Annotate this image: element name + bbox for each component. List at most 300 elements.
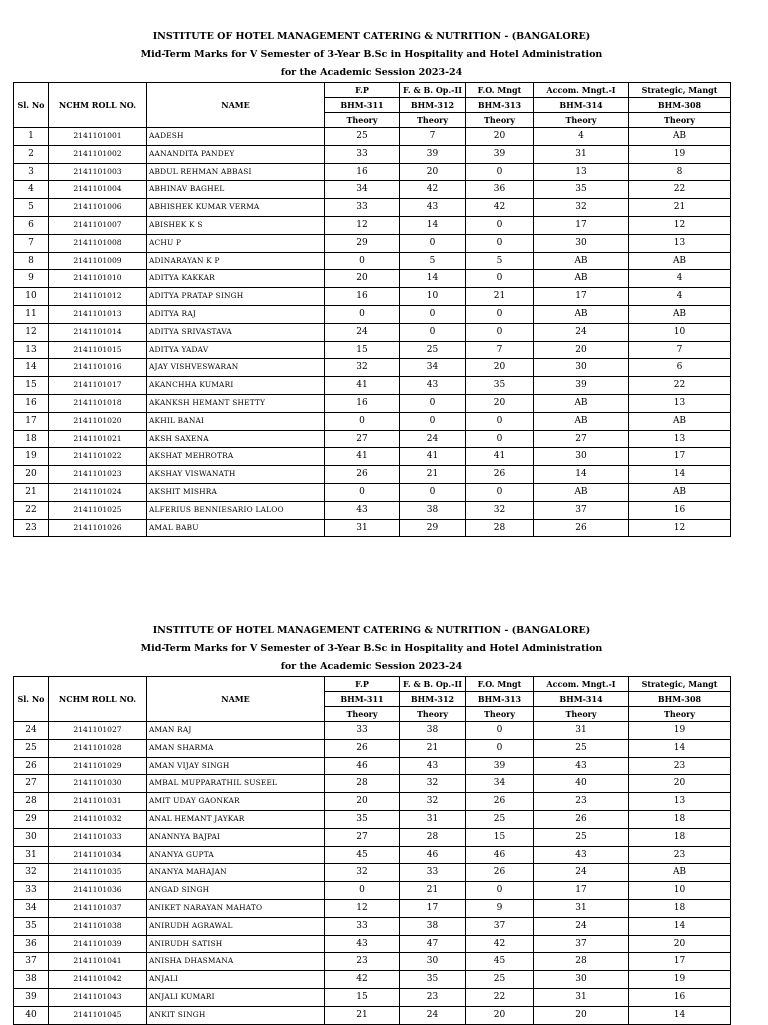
- cell-fb-op-mark: 38: [400, 722, 466, 740]
- cell-fp-mark: 12: [325, 899, 400, 917]
- table-row: [14, 252, 731, 270]
- cell-accom-mngt-mark: 24: [534, 323, 629, 341]
- header-sl-no: Sl. No: [14, 677, 49, 722]
- cell-fp-mark: 34: [325, 181, 400, 199]
- cell-fp-mark: 0: [325, 252, 400, 270]
- cell-fo-mngt-mark: 0: [466, 722, 534, 740]
- cell-fp-mark: 41: [325, 377, 400, 395]
- header-subject-name: F.P: [325, 83, 400, 98]
- cell-name: AADESH: [147, 128, 325, 146]
- cell-fo-mngt-mark: 32: [466, 501, 534, 519]
- table-row: [14, 722, 731, 740]
- cell-roll-no: 2141101013: [49, 305, 147, 323]
- cell-fp-mark: 12: [325, 216, 400, 234]
- cell-strategic-mngt-mark: 13: [629, 234, 731, 252]
- table-row: [14, 145, 731, 163]
- table-row: [14, 181, 731, 199]
- cell-roll-no: 2141101027: [49, 722, 147, 740]
- cell-sl-no: 24: [14, 722, 49, 740]
- cell-accom-mngt-mark: 24: [534, 917, 629, 935]
- cell-accom-mngt-mark: 43: [534, 846, 629, 864]
- cell-name: ABISHEK K S: [147, 216, 325, 234]
- header-subject-type: Theory: [400, 707, 466, 722]
- cell-name: ADITYA RAJ: [147, 305, 325, 323]
- cell-fb-op-mark: 25: [400, 341, 466, 359]
- cell-strategic-mngt-mark: 14: [629, 917, 731, 935]
- cell-accom-mngt-mark: 35: [534, 181, 629, 199]
- header-subject-type: Theory: [466, 707, 534, 722]
- cell-name: ANJALI KUMARI: [147, 988, 325, 1006]
- table-row: [14, 288, 731, 306]
- header-subject-type: Theory: [400, 113, 466, 128]
- cell-sl-no: 14: [14, 359, 49, 377]
- cell-strategic-mngt-mark: 4: [629, 288, 731, 306]
- header-subject-code: BHM-314: [534, 692, 629, 707]
- cell-fo-mngt-mark: 9: [466, 899, 534, 917]
- cell-strategic-mngt-mark: 21: [629, 199, 731, 217]
- cell-sl-no: 33: [14, 882, 49, 900]
- cell-roll-no: 2141101041: [49, 953, 147, 971]
- cell-accom-mngt-mark: 26: [534, 810, 629, 828]
- cell-sl-no: 18: [14, 430, 49, 448]
- table-row: [14, 793, 731, 811]
- cell-strategic-mngt-mark: 14: [629, 466, 731, 484]
- cell-roll-no: 2141101042: [49, 971, 147, 989]
- cell-name: AKANKSH HEMANT SHETTY: [147, 394, 325, 412]
- cell-fo-mngt-mark: 0: [466, 483, 534, 501]
- cell-sl-no: 12: [14, 323, 49, 341]
- cell-fp-mark: 33: [325, 722, 400, 740]
- cell-fb-op-mark: 0: [400, 394, 466, 412]
- header-subject-type: Theory: [534, 707, 629, 722]
- cell-accom-mngt-mark: AB: [534, 270, 629, 288]
- cell-roll-no: 2141101038: [49, 917, 147, 935]
- cell-accom-mngt-mark: 26: [534, 519, 629, 537]
- cell-fp-mark: 29: [325, 234, 400, 252]
- cell-roll-no: 2141101020: [49, 412, 147, 430]
- cell-accom-mngt-mark: AB: [534, 305, 629, 323]
- cell-roll-no: 2141101001: [49, 128, 147, 146]
- cell-strategic-mngt-mark: 13: [629, 793, 731, 811]
- cell-fo-mngt-mark: 28: [466, 519, 534, 537]
- header-roll-no: NCHM ROLL NO.: [49, 677, 147, 722]
- cell-sl-no: 1: [14, 128, 49, 146]
- cell-roll-no: 2141101043: [49, 988, 147, 1006]
- table-row: [14, 971, 731, 989]
- cell-fo-mngt-mark: 7: [466, 341, 534, 359]
- header-subject-code: BHM-312: [400, 98, 466, 113]
- cell-accom-mngt-mark: 23: [534, 793, 629, 811]
- cell-sl-no: 40: [14, 1006, 49, 1024]
- table-row: [14, 448, 731, 466]
- cell-strategic-mngt-mark: 14: [629, 739, 731, 757]
- table-row: [14, 359, 731, 377]
- cell-name: ADINARAYAN K P: [147, 252, 325, 270]
- cell-sl-no: 39: [14, 988, 49, 1006]
- cell-roll-no: 2141101012: [49, 288, 147, 306]
- header-subject-name: F.O. Mngt: [466, 677, 534, 692]
- cell-accom-mngt-mark: 39: [534, 377, 629, 395]
- cell-fb-op-mark: 34: [400, 359, 466, 377]
- cell-fp-mark: 0: [325, 882, 400, 900]
- cell-accom-mngt-mark: AB: [534, 252, 629, 270]
- cell-strategic-mngt-mark: AB: [629, 128, 731, 146]
- cell-fo-mngt-mark: 20: [466, 1006, 534, 1024]
- cell-fp-mark: 16: [325, 288, 400, 306]
- cell-fp-mark: 0: [325, 305, 400, 323]
- table-row: [14, 199, 731, 217]
- cell-roll-no: 2141101008: [49, 234, 147, 252]
- cell-fp-mark: 46: [325, 757, 400, 775]
- cell-name: ANGAD SINGH: [147, 882, 325, 900]
- header-roll-no: NCHM ROLL NO.: [49, 83, 147, 128]
- cell-roll-no: 2141101030: [49, 775, 147, 793]
- cell-accom-mngt-mark: 31: [534, 988, 629, 1006]
- cell-name: AMBAL MUPPARATHIL SUSEEL: [147, 775, 325, 793]
- cell-strategic-mngt-mark: 18: [629, 810, 731, 828]
- cell-fp-mark: 16: [325, 394, 400, 412]
- marks-table: [13, 676, 731, 1025]
- cell-fb-op-mark: 35: [400, 971, 466, 989]
- cell-strategic-mngt-mark: 19: [629, 145, 731, 163]
- cell-roll-no: 2141101002: [49, 145, 147, 163]
- cell-sl-no: 28: [14, 793, 49, 811]
- cell-accom-mngt-mark: 30: [534, 448, 629, 466]
- cell-fp-mark: 41: [325, 448, 400, 466]
- cell-fb-op-mark: 38: [400, 917, 466, 935]
- cell-fb-op-mark: 42: [400, 181, 466, 199]
- cell-fb-op-mark: 5: [400, 252, 466, 270]
- cell-accom-mngt-mark: 4: [534, 128, 629, 146]
- cell-fb-op-mark: 21: [400, 466, 466, 484]
- cell-fo-mngt-mark: 26: [466, 466, 534, 484]
- cell-roll-no: 2141101010: [49, 270, 147, 288]
- cell-fo-mngt-mark: 20: [466, 128, 534, 146]
- table-row: [14, 828, 731, 846]
- table-row: [14, 128, 731, 146]
- cell-strategic-mngt-mark: 18: [629, 899, 731, 917]
- cell-fp-mark: 15: [325, 341, 400, 359]
- cell-fb-op-mark: 32: [400, 793, 466, 811]
- header-subject-type: Theory: [466, 113, 534, 128]
- cell-accom-mngt-mark: 25: [534, 739, 629, 757]
- table-row: [14, 739, 731, 757]
- cell-name: AKANCHHA KUMARI: [147, 377, 325, 395]
- cell-name: AKSHIT MISHRA: [147, 483, 325, 501]
- cell-fo-mngt-mark: 37: [466, 917, 534, 935]
- cell-fp-mark: 33: [325, 145, 400, 163]
- cell-roll-no: 2141101026: [49, 519, 147, 537]
- cell-strategic-mngt-mark: 10: [629, 323, 731, 341]
- cell-name: ANKIT SINGH: [147, 1006, 325, 1024]
- cell-fp-mark: 0: [325, 412, 400, 430]
- table-row: [14, 988, 731, 1006]
- cell-accom-mngt-mark: 28: [534, 953, 629, 971]
- cell-fp-mark: 32: [325, 359, 400, 377]
- cell-accom-mngt-mark: 40: [534, 775, 629, 793]
- table-row: [14, 917, 731, 935]
- cell-name: AMAN SHARMA: [147, 739, 325, 757]
- table-row: [14, 757, 731, 775]
- cell-accom-mngt-mark: 30: [534, 234, 629, 252]
- exam-title: Mid-Term Marks for V Semester of 3-Year B.Sc in Hospitality and Hotel Administration: [140, 49, 603, 60]
- cell-strategic-mngt-mark: 10: [629, 882, 731, 900]
- header-subject-name: Accom. Mngt.-I: [534, 677, 629, 692]
- cell-sl-no: 35: [14, 917, 49, 935]
- header-subject-type: Theory: [629, 707, 731, 722]
- cell-roll-no: 2141101028: [49, 739, 147, 757]
- cell-fb-op-mark: 38: [400, 501, 466, 519]
- cell-fb-op-mark: 47: [400, 935, 466, 953]
- marks-sheet-page-1: [13, 28, 730, 537]
- cell-fb-op-mark: 46: [400, 846, 466, 864]
- cell-name: ABHISHEK KUMAR VERMA: [147, 199, 325, 217]
- cell-fb-op-mark: 14: [400, 216, 466, 234]
- cell-strategic-mngt-mark: 22: [629, 377, 731, 395]
- cell-fp-mark: 16: [325, 163, 400, 181]
- cell-strategic-mngt-mark: AB: [629, 483, 731, 501]
- cell-strategic-mngt-mark: 12: [629, 519, 731, 537]
- cell-fp-mark: 35: [325, 810, 400, 828]
- cell-accom-mngt-mark: AB: [534, 483, 629, 501]
- header-name: NAME: [147, 677, 325, 722]
- cell-sl-no: 9: [14, 270, 49, 288]
- cell-fp-mark: 20: [325, 270, 400, 288]
- cell-sl-no: 26: [14, 757, 49, 775]
- table-row: [14, 810, 731, 828]
- header-subject-name: F.O. Mngt: [466, 83, 534, 98]
- cell-accom-mngt-mark: AB: [534, 412, 629, 430]
- cell-fp-mark: 23: [325, 953, 400, 971]
- cell-strategic-mngt-mark: 23: [629, 846, 731, 864]
- cell-fo-mngt-mark: 26: [466, 864, 534, 882]
- cell-fp-mark: 26: [325, 466, 400, 484]
- header-subject-type: Theory: [325, 113, 400, 128]
- cell-strategic-mngt-mark: 17: [629, 953, 731, 971]
- cell-strategic-mngt-mark: 19: [629, 971, 731, 989]
- cell-strategic-mngt-mark: 20: [629, 775, 731, 793]
- cell-fo-mngt-mark: 42: [466, 199, 534, 217]
- table-row: [14, 775, 731, 793]
- cell-fb-op-mark: 0: [400, 323, 466, 341]
- cell-name: AKSHAY VISWANATH: [147, 466, 325, 484]
- cell-roll-no: 2141101023: [49, 466, 147, 484]
- cell-name: ACHU P: [147, 234, 325, 252]
- cell-name: AJAY VISHVESWARAN: [147, 359, 325, 377]
- cell-accom-mngt-mark: 37: [534, 501, 629, 519]
- cell-fp-mark: 27: [325, 430, 400, 448]
- cell-roll-no: 2141101015: [49, 341, 147, 359]
- table-row: [14, 899, 731, 917]
- table-row: [14, 163, 731, 181]
- cell-roll-no: 2141101004: [49, 181, 147, 199]
- cell-name: ALFERIUS BENNIESARIO LALOO: [147, 501, 325, 519]
- cell-sl-no: 15: [14, 377, 49, 395]
- cell-fo-mngt-mark: 25: [466, 810, 534, 828]
- table-row: [14, 483, 731, 501]
- header-subject-code: BHM-313: [466, 98, 534, 113]
- cell-fo-mngt-mark: 0: [466, 882, 534, 900]
- cell-name: AMIT UDAY GAONKAR: [147, 793, 325, 811]
- header-subject-code: BHM-314: [534, 98, 629, 113]
- cell-sl-no: 37: [14, 953, 49, 971]
- cell-fp-mark: 31: [325, 519, 400, 537]
- cell-fo-mngt-mark: 41: [466, 448, 534, 466]
- header-subject-type: Theory: [534, 113, 629, 128]
- cell-sl-no: 7: [14, 234, 49, 252]
- cell-sl-no: 13: [14, 341, 49, 359]
- cell-fo-mngt-mark: 5: [466, 252, 534, 270]
- cell-accom-mngt-mark: 17: [534, 882, 629, 900]
- cell-roll-no: 2141101014: [49, 323, 147, 341]
- cell-accom-mngt-mark: AB: [534, 394, 629, 412]
- cell-accom-mngt-mark: 24: [534, 864, 629, 882]
- cell-roll-no: 2141101024: [49, 483, 147, 501]
- cell-fb-op-mark: 0: [400, 305, 466, 323]
- cell-fp-mark: 28: [325, 775, 400, 793]
- table-row: [14, 216, 731, 234]
- cell-strategic-mngt-mark: 20: [629, 935, 731, 953]
- cell-fo-mngt-mark: 34: [466, 775, 534, 793]
- header-subject-type: Theory: [629, 113, 731, 128]
- cell-fo-mngt-mark: 35: [466, 377, 534, 395]
- cell-sl-no: 2: [14, 145, 49, 163]
- marks-sheet-page-2: [13, 622, 730, 1025]
- cell-fb-op-mark: 43: [400, 757, 466, 775]
- header-subject-name: F.P: [325, 677, 400, 692]
- cell-fo-mngt-mark: 0: [466, 305, 534, 323]
- cell-strategic-mngt-mark: 7: [629, 341, 731, 359]
- cell-fo-mngt-mark: 0: [466, 412, 534, 430]
- cell-fb-op-mark: 39: [400, 145, 466, 163]
- cell-accom-mngt-mark: 31: [534, 899, 629, 917]
- cell-strategic-mngt-mark: AB: [629, 412, 731, 430]
- header-sl-no: Sl. No: [14, 83, 49, 128]
- cell-roll-no: 2141101016: [49, 359, 147, 377]
- table-row: [14, 394, 731, 412]
- cell-strategic-mngt-mark: 19: [629, 722, 731, 740]
- table-row: [14, 501, 731, 519]
- cell-roll-no: 2141101025: [49, 501, 147, 519]
- cell-fb-op-mark: 10: [400, 288, 466, 306]
- header-subject-code: BHM-311: [325, 98, 400, 113]
- cell-sl-no: 23: [14, 519, 49, 537]
- cell-name: AMAL BABU: [147, 519, 325, 537]
- table-row: [14, 1006, 731, 1024]
- cell-fp-mark: 33: [325, 199, 400, 217]
- table-row: [14, 519, 731, 537]
- cell-sl-no: 5: [14, 199, 49, 217]
- cell-fo-mngt-mark: 20: [466, 394, 534, 412]
- header-subject-code: BHM-312: [400, 692, 466, 707]
- header-subject-code: BHM-311: [325, 692, 400, 707]
- cell-name: ADITYA SRIVASTAVA: [147, 323, 325, 341]
- cell-sl-no: 3: [14, 163, 49, 181]
- cell-fo-mngt-mark: 42: [466, 935, 534, 953]
- cell-fo-mngt-mark: 45: [466, 953, 534, 971]
- cell-accom-mngt-mark: 43: [534, 757, 629, 775]
- cell-strategic-mngt-mark: 14: [629, 1006, 731, 1024]
- cell-fp-mark: 21: [325, 1006, 400, 1024]
- table-row: [14, 341, 731, 359]
- cell-roll-no: 2141101032: [49, 810, 147, 828]
- cell-name: AKSH SAXENA: [147, 430, 325, 448]
- cell-strategic-mngt-mark: 16: [629, 988, 731, 1006]
- cell-strategic-mngt-mark: 22: [629, 181, 731, 199]
- cell-fp-mark: 32: [325, 864, 400, 882]
- cell-strategic-mngt-mark: 13: [629, 394, 731, 412]
- cell-sl-no: 22: [14, 501, 49, 519]
- cell-fb-op-mark: 29: [400, 519, 466, 537]
- cell-fp-mark: 43: [325, 501, 400, 519]
- cell-sl-no: 34: [14, 899, 49, 917]
- table-row: [14, 323, 731, 341]
- cell-sl-no: 16: [14, 394, 49, 412]
- header-name: NAME: [147, 83, 325, 128]
- cell-fb-op-mark: 21: [400, 739, 466, 757]
- cell-accom-mngt-mark: 17: [534, 288, 629, 306]
- cell-fp-mark: 20: [325, 793, 400, 811]
- cell-sl-no: 17: [14, 412, 49, 430]
- cell-fb-op-mark: 33: [400, 864, 466, 882]
- cell-roll-no: 2141101022: [49, 448, 147, 466]
- cell-fb-op-mark: 7: [400, 128, 466, 146]
- cell-accom-mngt-mark: 14: [534, 466, 629, 484]
- cell-roll-no: 2141101034: [49, 846, 147, 864]
- cell-sl-no: 20: [14, 466, 49, 484]
- cell-fo-mngt-mark: 36: [466, 181, 534, 199]
- cell-fo-mngt-mark: 20: [466, 359, 534, 377]
- cell-sl-no: 31: [14, 846, 49, 864]
- cell-strategic-mngt-mark: 12: [629, 216, 731, 234]
- cell-roll-no: 2141101031: [49, 793, 147, 811]
- cell-sl-no: 8: [14, 252, 49, 270]
- cell-fb-op-mark: 20: [400, 163, 466, 181]
- cell-accom-mngt-mark: 17: [534, 216, 629, 234]
- cell-strategic-mngt-mark: AB: [629, 864, 731, 882]
- cell-fb-op-mark: 43: [400, 377, 466, 395]
- cell-fo-mngt-mark: 0: [466, 216, 534, 234]
- cell-strategic-mngt-mark: 18: [629, 828, 731, 846]
- cell-sl-no: 38: [14, 971, 49, 989]
- cell-fb-op-mark: 0: [400, 483, 466, 501]
- cell-name: ADITYA KAKKAR: [147, 270, 325, 288]
- cell-name: AMAN VIJAY SINGH: [147, 757, 325, 775]
- cell-accom-mngt-mark: 13: [534, 163, 629, 181]
- table-row: [14, 412, 731, 430]
- cell-strategic-mngt-mark: 6: [629, 359, 731, 377]
- cell-fp-mark: 43: [325, 935, 400, 953]
- table-row: [14, 882, 731, 900]
- cell-fo-mngt-mark: 0: [466, 270, 534, 288]
- cell-accom-mngt-mark: 27: [534, 430, 629, 448]
- cell-name: ADITYA PRATAP SINGH: [147, 288, 325, 306]
- cell-fo-mngt-mark: 0: [466, 430, 534, 448]
- cell-fp-mark: 45: [325, 846, 400, 864]
- cell-strategic-mngt-mark: 8: [629, 163, 731, 181]
- cell-sl-no: 36: [14, 935, 49, 953]
- cell-name: ADITYA YADAV: [147, 341, 325, 359]
- cell-fb-op-mark: 0: [400, 412, 466, 430]
- cell-fp-mark: 26: [325, 739, 400, 757]
- cell-fo-mngt-mark: 21: [466, 288, 534, 306]
- cell-name: ANIRUDH AGRAWAL: [147, 917, 325, 935]
- cell-strategic-mngt-mark: AB: [629, 305, 731, 323]
- cell-strategic-mngt-mark: 16: [629, 501, 731, 519]
- cell-roll-no: 2141101045: [49, 1006, 147, 1024]
- cell-roll-no: 2141101006: [49, 199, 147, 217]
- cell-roll-no: 2141101039: [49, 935, 147, 953]
